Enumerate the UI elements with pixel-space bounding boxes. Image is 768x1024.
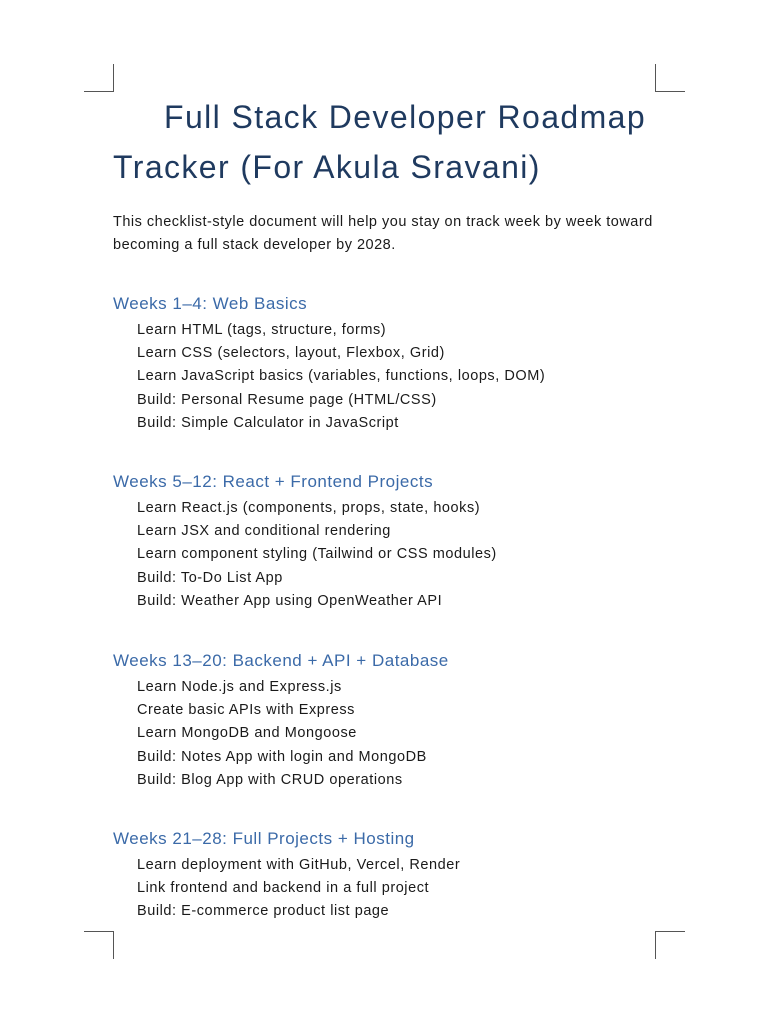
section-heading: Weeks 13–20: Backend + API + Database <box>113 651 449 670</box>
checklist-item: Build: Personal Resume page (HTML/CSS) <box>137 391 437 408</box>
crop-mark-bottom-left-h <box>84 931 114 932</box>
checklist-item: Learn deployment with GitHub, Vercel, Render <box>137 857 461 873</box>
checklist <box>113 854 693 924</box>
checklist-item: Create basic APIs with Express <box>137 702 355 719</box>
section-weeks-1-4 <box>113 292 693 435</box>
checklist-item: Learn JavaScript basics (variables, functions, loops, DOM) <box>137 368 546 385</box>
crop-mark-top-left-v <box>113 64 114 92</box>
checklist-item: Build: Simple Calculator in JavaScript <box>137 414 399 431</box>
crop-mark-bottom-right-v <box>655 931 656 959</box>
section-weeks-21-28 <box>113 827 693 924</box>
checklist-item: Learn Node.js and Express.js <box>137 679 342 695</box>
checklist-item: Learn HTML (tags, structure, forms) <box>137 322 387 338</box>
checklist-item: Learn component styling (Tailwind or CSS modules) <box>137 546 497 563</box>
checklist-item: Learn CSS (selectors, layout, Flexbox, Grid) <box>137 345 445 362</box>
checklist <box>113 319 693 435</box>
section-heading: Weeks 5–12: React + Frontend Projects <box>113 472 434 491</box>
crop-mark-top-right-v <box>655 64 656 92</box>
section-heading: Weeks 1–4: Web Basics <box>113 294 308 313</box>
checklist-item: Build: E-commerce product list page <box>137 903 390 920</box>
crop-mark-bottom-left-v <box>113 931 114 959</box>
checklist-item: Learn JSX and conditional rendering <box>137 523 391 540</box>
checklist-item: Build: To-Do List App <box>137 569 283 586</box>
checklist <box>113 497 693 613</box>
document-title: Full Stack Developer Roadmap Tracker (For Akula Sravani) <box>113 99 647 185</box>
checklist-item: Link frontend and backend in a full project <box>137 880 430 897</box>
section-heading: Weeks 21–28: Full Projects + Hosting <box>113 829 415 848</box>
crop-mark-bottom-right-h <box>655 931 685 932</box>
checklist <box>113 676 693 792</box>
section-weeks-13-20 <box>113 649 693 792</box>
checklist-item: Build: Notes App with login and MongoDB <box>137 748 427 765</box>
checklist-item: Learn MongoDB and Mongoose <box>137 725 357 742</box>
checklist-item: Learn React.js (components, props, state, hooks) <box>137 500 481 516</box>
intro-paragraph: This checklist-style document will help you stay on track week by week toward becoming a full stack developer by 2028. <box>113 214 653 253</box>
checklist-item: Build: Blog App with CRUD operations <box>137 771 403 788</box>
section-weeks-5-12 <box>113 470 693 613</box>
checklist-item: Build: Weather App using OpenWeather API <box>137 592 443 609</box>
crop-mark-top-left-h <box>84 91 114 92</box>
